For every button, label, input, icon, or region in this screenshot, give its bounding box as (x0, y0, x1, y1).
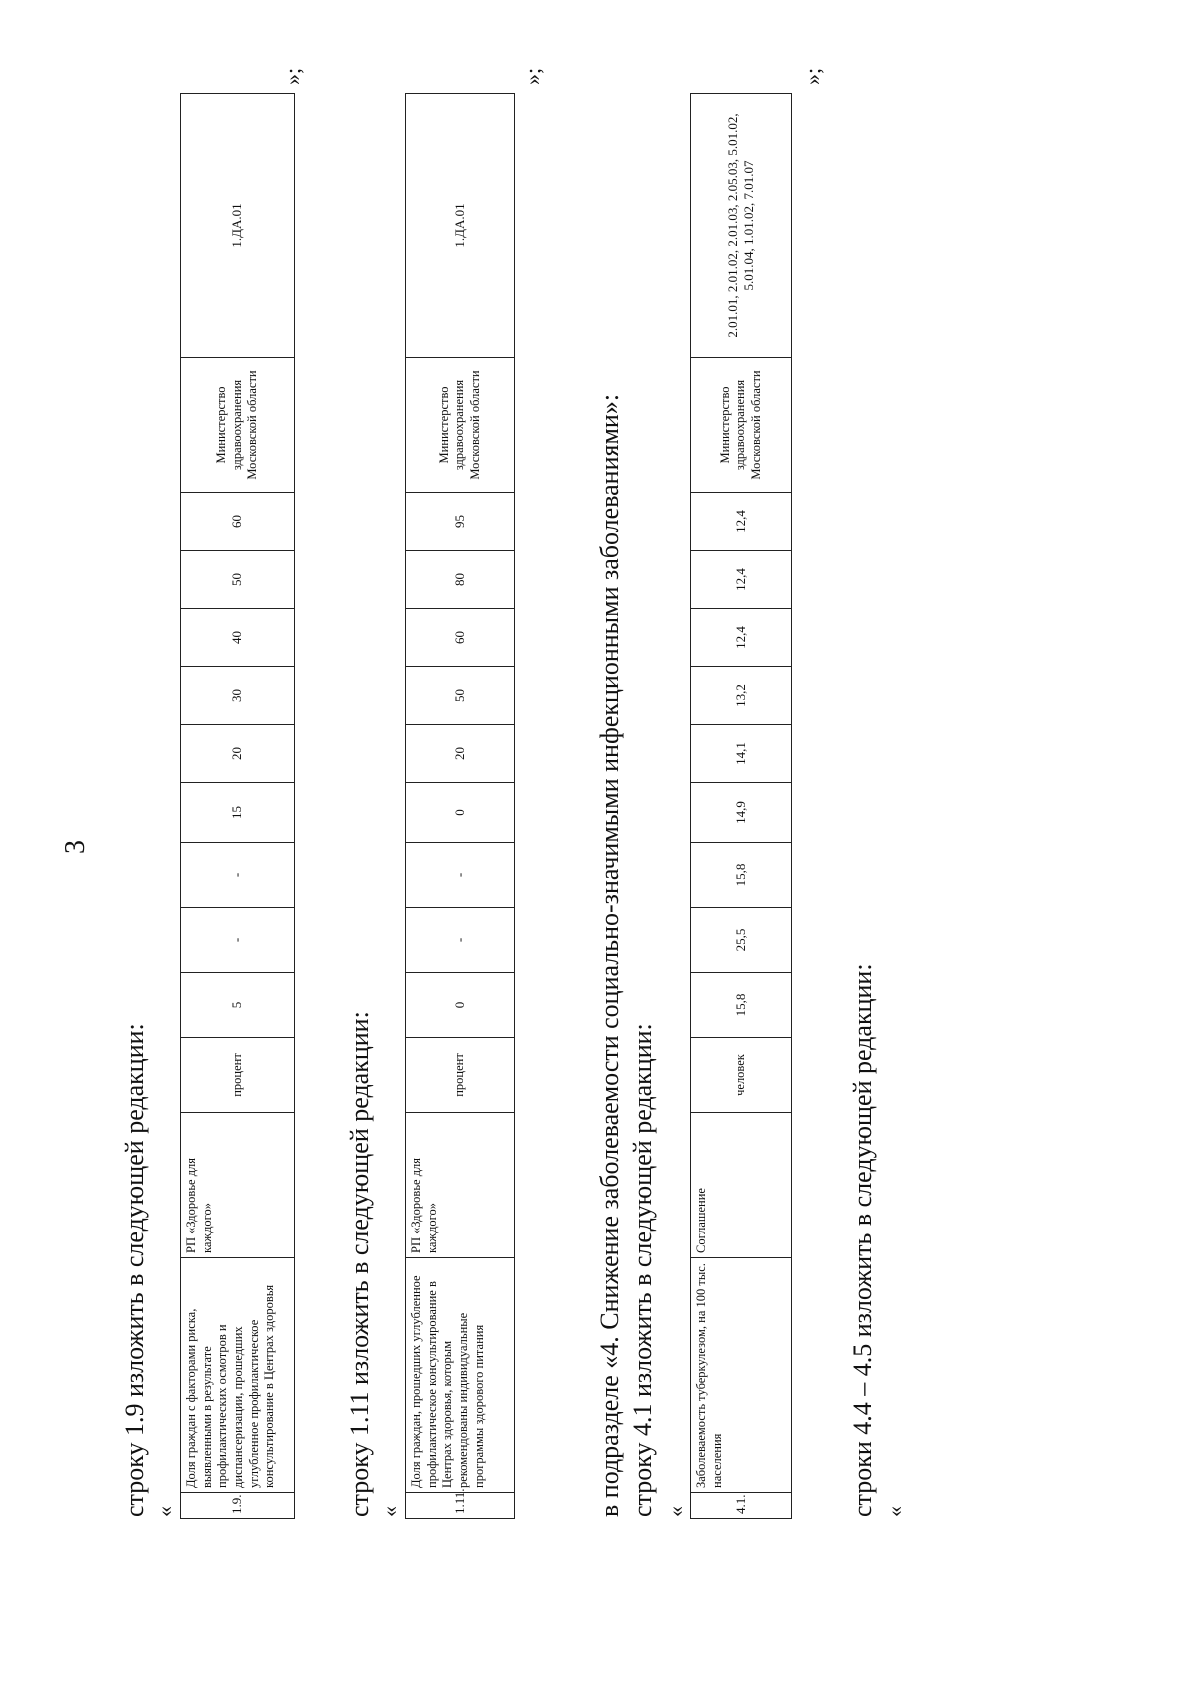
section-heading: в подразделе «4. Снижение заболеваемости социально-значимыми инфекционными заболеваниями»: (595, 393, 624, 1517)
value-cell: 0 (406, 783, 515, 843)
open-quote: « (152, 1506, 177, 1517)
indicator-name: Заболеваемость туберкулезом, на 100 тыс. населения (691, 1258, 792, 1493)
close-quote: »; (520, 67, 545, 85)
indicator-source: РП «Здоровье для каждого» (181, 1113, 295, 1258)
row-number: 1.9. (181, 1493, 295, 1519)
indicator-unit: процент (406, 1038, 515, 1113)
open-quote: « (882, 1506, 907, 1517)
indicator-source: РП «Здоровье для каждого» (406, 1113, 515, 1258)
value-cell: - (406, 843, 515, 908)
value-cell: 40 (181, 609, 295, 667)
value-cell: 12,4 (691, 609, 792, 667)
indicator-source: Соглашение (691, 1113, 792, 1258)
section-subheading: строку 4.1 изложить в следующей редакции: (628, 1023, 657, 1517)
close-quote: »; (800, 67, 825, 85)
row-number: 4.1. (691, 1493, 792, 1519)
activity-code: 2.01.01, 2.01.02, 2.01.03, 2.05.03, 5.01.02, 5.01.04, 1.01.02, 7.01.07 (691, 94, 792, 358)
indicator-name: Доля граждан, прошедших углубленное профилактическое консультирование в Центрах здоровья, которым рекомендованы индивидуальные программы здорового питания (406, 1258, 515, 1493)
value-cell: 12,4 (691, 493, 792, 551)
value-cell: 0 (406, 973, 515, 1038)
value-cell: 15 (181, 783, 295, 843)
value-cell: 60 (406, 609, 515, 667)
indicator-table (180, 93, 295, 1519)
value-cell: 20 (181, 725, 295, 783)
value-cell: 12,4 (691, 551, 792, 609)
section-heading: строку 1.11 изложить в следующей редакции: (345, 1011, 374, 1517)
responsible-body: Министерство здравоохранения Московской области (181, 358, 295, 493)
indicator-table (405, 93, 515, 1519)
value-cell: 25,5 (691, 908, 792, 973)
value-cell: 80 (406, 551, 515, 609)
section-heading: строки 4.4 – 4.5 изложить в следующей редакции: (848, 963, 877, 1517)
indicator-unit: процент (181, 1038, 295, 1113)
close-quote: »; (280, 67, 305, 85)
value-cell: - (181, 843, 295, 908)
open-quote: « (377, 1506, 402, 1517)
value-cell: 15,8 (691, 843, 792, 908)
value-cell: - (181, 908, 295, 973)
value-cell: 13,2 (691, 667, 792, 725)
value-cell: 15,8 (691, 973, 792, 1038)
value-cell: 30 (181, 667, 295, 725)
value-cell: 20 (406, 725, 515, 783)
page-number: 3 (60, 840, 91, 854)
responsible-body: Министерство здравоохранения Московской области (691, 358, 792, 493)
value-cell: 50 (406, 667, 515, 725)
indicator-table (690, 93, 792, 1519)
indicator-name: Доля граждан с факторами риска, выявленными в результате профилактических осмотров и диспансеризации, прошедших углубленное профилактическое консультирование в Центрах здоровья (181, 1258, 295, 1493)
section-heading: строку 1.9 изложить в следующей редакции: (120, 1023, 149, 1517)
activity-code: 1.ДА.01 (181, 94, 295, 358)
responsible-body: Министерство здравоохранения Московской области (406, 358, 515, 493)
open-quote: « (663, 1506, 688, 1517)
value-cell: 5 (181, 973, 295, 1038)
indicator-unit: человек (691, 1038, 792, 1113)
value-cell: 60 (181, 493, 295, 551)
value-cell: - (406, 908, 515, 973)
value-cell: 14,1 (691, 725, 792, 783)
activity-code: 1.ДА.01 (406, 94, 515, 358)
value-cell: 14,9 (691, 783, 792, 843)
row-number: 1.11. (406, 1493, 515, 1519)
value-cell: 95 (406, 493, 515, 551)
value-cell: 50 (181, 551, 295, 609)
